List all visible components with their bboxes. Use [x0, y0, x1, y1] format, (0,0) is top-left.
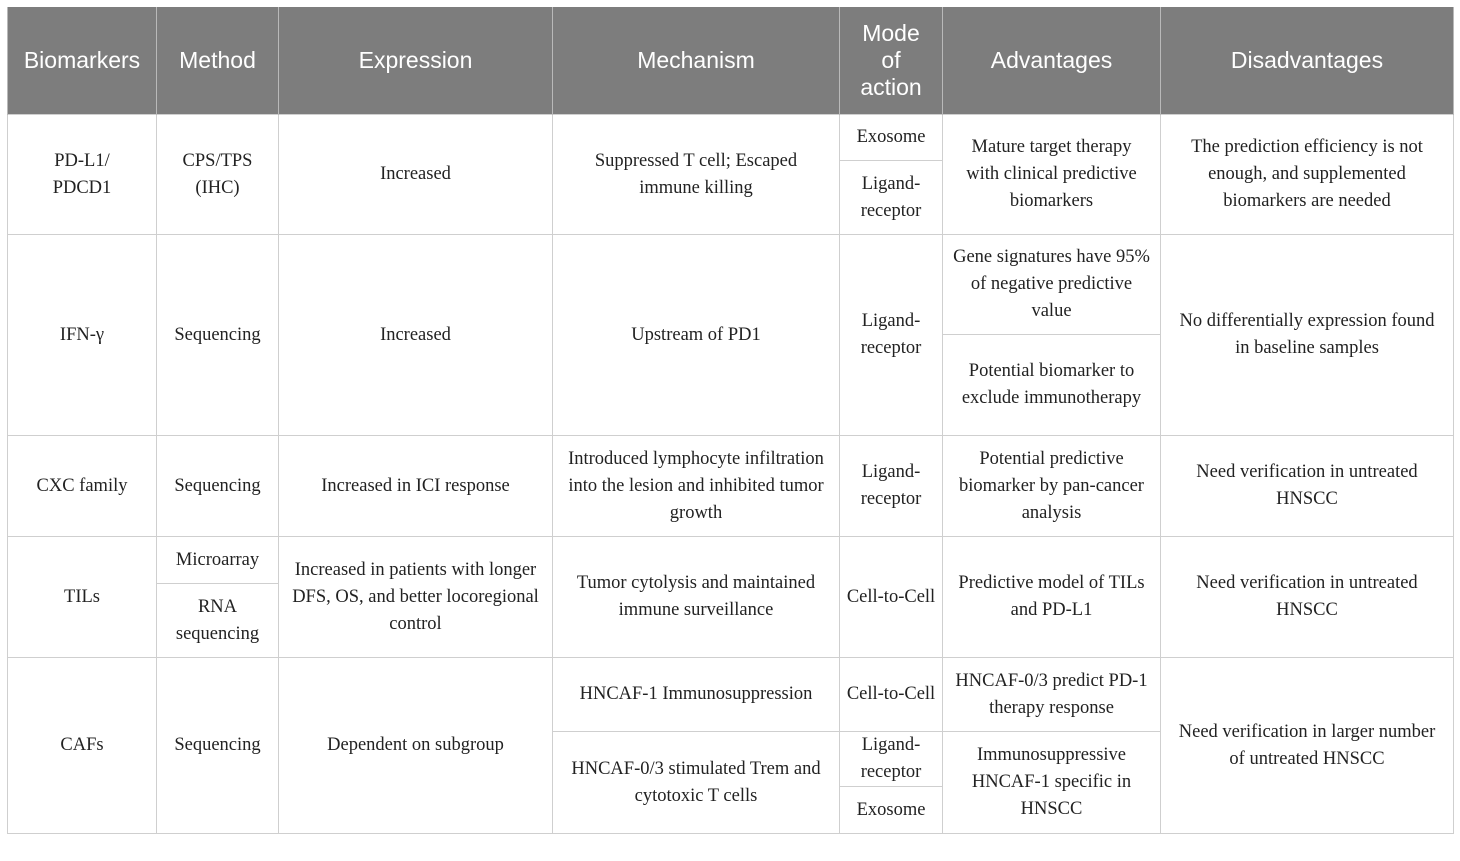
cell-expression: Increased [279, 235, 553, 436]
cell-method: Sequencing [157, 235, 279, 436]
cell-biomarker: CXC family [8, 436, 157, 537]
cell-mechanism: HNCAF-0/3 stimulated Trem and cytotoxic T cells [553, 732, 840, 834]
header-advantages: Advantages [943, 7, 1161, 115]
table-row-pdl1 [8, 115, 1454, 161]
cell-mechanism: HNCAF-1 Immunosuppression [553, 658, 840, 732]
biomarker-line1: PD-L1/ [54, 150, 110, 171]
cell-mechanism: Tumor cytolysis and maintained immune surveillance [553, 537, 840, 658]
cell-mode: Ligand-receptor [840, 732, 943, 787]
table-row-cxc [8, 436, 1454, 537]
header-mode-of-action [840, 7, 943, 115]
cell-advantage: Potential biomarker to exclude immunotherapy [943, 335, 1161, 436]
biomarker-line2: PDCD1 [52, 177, 112, 198]
cell-mode: Ligand-receptor [840, 235, 943, 436]
biomarker-table [7, 7, 1454, 834]
cell-method: Sequencing [157, 658, 279, 834]
cell-expression: Dependent on subgroup [279, 658, 553, 834]
method-line2: (IHC) [195, 177, 240, 198]
cell-mechanism: Upstream of PD1 [553, 235, 840, 436]
cell-biomarker: IFN-γ [8, 235, 157, 436]
header-method: Method [157, 7, 279, 115]
cell-mode: Ligand-receptor [840, 436, 943, 537]
cell-expression: Increased in ICI response [279, 436, 553, 537]
header-expression: Expression [279, 7, 553, 115]
header-disadvantages: Disadvantages [1161, 7, 1454, 115]
header-mode-line2: of [881, 47, 901, 73]
cell-biomarker: TILs [8, 537, 157, 658]
cell-expression: Increased in patients with longer DFS, OS, and better locoregional control [279, 537, 553, 658]
cell-mechanism: Suppressed T cell; Escaped immune killing [553, 115, 840, 235]
cell-biomarker [8, 115, 157, 235]
cell-disadvantage: Need verification in larger number of untreated HNSCC [1161, 658, 1454, 834]
header-biomarkers: Biomarkers [8, 7, 157, 115]
cell-method [157, 115, 279, 235]
cell-mode: Exosome [840, 115, 943, 161]
cell-mode: Cell-to-Cell [840, 537, 943, 658]
cell-advantage: Potential predictive biomarker by pan-cancer analysis [943, 436, 1161, 537]
cell-expression: Increased [279, 115, 553, 235]
cell-method: RNA sequencing [157, 584, 279, 658]
cell-disadvantage: Need verification in untreated HNSCC [1161, 537, 1454, 658]
header-mechanism: Mechanism [553, 7, 840, 115]
cell-mode: Cell-to-Cell [840, 658, 943, 732]
table-row-ifn [8, 235, 1454, 335]
cell-advantage: Gene signatures have 95% of negative predictive value [943, 235, 1161, 335]
cell-advantage: Mature target therapy with clinical predictive biomarkers [943, 115, 1161, 235]
cell-mode: Exosome [840, 787, 943, 834]
cell-advantage: Predictive model of TILs and PD-L1 [943, 537, 1161, 658]
cell-method: Microarray [157, 537, 279, 584]
table-row-tils [8, 537, 1454, 584]
header-mode-line1: Mode [862, 20, 920, 46]
header-mode-line3: action [860, 74, 922, 100]
cell-biomarker: CAFs [8, 658, 157, 834]
cell-disadvantage: No differentially expression found in baseline samples [1161, 235, 1454, 436]
cell-method: Sequencing [157, 436, 279, 537]
cell-disadvantage: Need verification in untreated HNSCC [1161, 436, 1454, 537]
method-line1: CPS/TPS [182, 150, 253, 171]
cell-disadvantage: The prediction efficiency is not enough, and supplemented biomarkers are needed [1161, 115, 1454, 235]
table-row-cafs [8, 658, 1454, 732]
cell-advantage: HNCAF-0/3 predict PD-1 therapy response [943, 658, 1161, 732]
cell-mode: Ligand-receptor [840, 161, 943, 235]
header-row [8, 7, 1454, 115]
cell-advantage: Immunosuppressive HNCAF-1 specific in HNSCC [943, 732, 1161, 834]
cell-mechanism: Introduced lymphocyte infiltration into the lesion and inhibited tumor growth [553, 436, 840, 537]
